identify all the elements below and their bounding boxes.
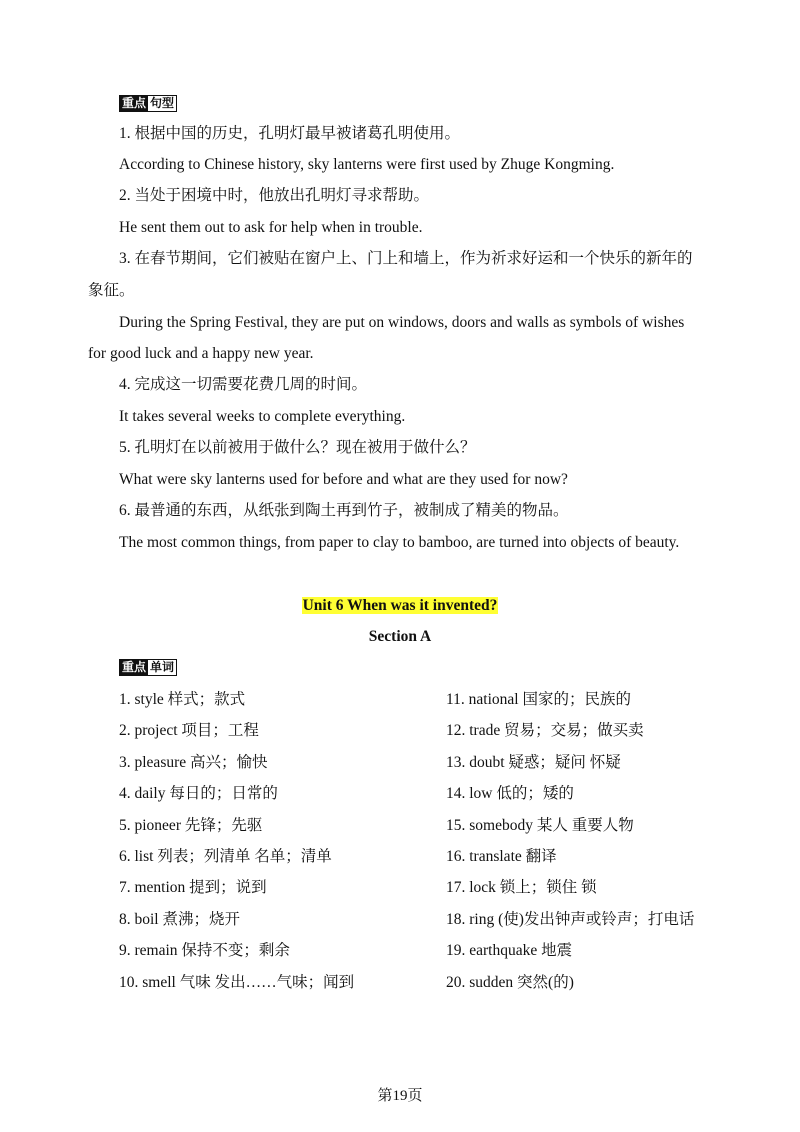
tag-dark-label: 重点 [122, 96, 147, 110]
vocab-item-1: 1. style 样式；款式 [119, 691, 246, 708]
vocab-item-3: 3. pleasure 高兴；愉快 [119, 754, 268, 771]
vocab-item-17: 17. lock 锁上；锁住 锁 [446, 879, 597, 896]
tag-light-label: 单词 [150, 660, 175, 674]
vocab-item-13: 13. doubt 疑惑；疑问 怀疑 [446, 754, 621, 771]
vocab-item-14: 14. low 低的；矮的 [446, 785, 574, 802]
vocab-item-18: 18. ring (使)发出钟声或铃声；打电话 [446, 911, 695, 928]
sentence-1-cn: 1. 根据中国的历史，孔明灯最早被诸葛孔明使用。 [119, 125, 461, 142]
vocab-item-9: 9. remain 保持不变；剩余 [119, 942, 290, 959]
sentence-3-cn: 3. 在春节期间，它们被贴在窗户上、门上和墙上，作为祈求好运和一个快乐的新年的 [119, 250, 693, 267]
vocab-item-15: 15. somebody 某人 重要人物 [446, 817, 634, 834]
vocab-item-16: 16. translate 翻译 [446, 848, 557, 865]
sentence-2-en: He sent them out to ask for help when in trouble. [119, 219, 423, 236]
sentence-6-en: The most common things, from paper to clay to bamboo, are turned into objects of beauty. [119, 534, 680, 551]
sentence-3-cn-cont: 象征。 [88, 282, 135, 299]
sentence-5-cn: 5. 孔明灯在以前被用于做什么？现在被用于做什么？ [119, 439, 476, 456]
vocab-item-2: 2. project 项目；工程 [119, 722, 259, 739]
vocab-item-10: 10. smell 气味 发出……气味；闻到 [119, 974, 355, 991]
section-title: Section A [368, 628, 432, 645]
vocab-item-4: 4. daily 每日的；日常的 [119, 785, 278, 802]
unit-heading [0, 596, 800, 616]
vocab-item-7: 7. mention 提到；说到 [119, 879, 267, 896]
sentence-5-en: What were sky lanterns used for before and what are they used for now? [119, 471, 568, 488]
sentence-3-en: During the Spring Festival, they are put on windows, doors and walls as symbols of wishes [119, 314, 685, 331]
unit-title: Unit 6 When was it invented? [302, 597, 498, 614]
vocab-item-19: 19. earthquake 地震 [446, 942, 573, 959]
sentence-1-en: According to Chinese history, sky lanterns were first used by Zhuge Kongming. [119, 156, 615, 173]
vocab-item-20: 20. sudden 突然(的) [446, 974, 574, 991]
key-sentences-tag [119, 95, 177, 112]
page-number: 第19页 [377, 1088, 423, 1104]
sentence-6-cn: 6. 最普通的东西，从纸张到陶土再到竹子，被制成了精美的物品。 [119, 502, 569, 519]
vocab-item-12: 12. trade 贸易；交易；做买卖 [446, 722, 644, 739]
vocab-item-5: 5. pioneer 先锋；先驱 [119, 817, 263, 834]
key-words-tag [119, 659, 177, 676]
sentence-4-en: It takes several weeks to complete everything. [119, 408, 406, 425]
tag-dark-label: 重点 [122, 660, 147, 674]
sentence-4-cn: 4. 完成这一切需要花费几周的时间。 [119, 376, 368, 393]
vocab-item-6: 6. list 列表；列清单 名单；清单 [119, 848, 332, 865]
sentence-2-cn: 2. 当处于困境中时，他放出孔明灯寻求帮助。 [119, 187, 430, 204]
sentence-3-en-cont: for good luck and a happy new year. [88, 345, 314, 362]
vocab-item-8: 8. boil 煮沸；烧开 [119, 911, 240, 928]
tag-light-label: 句型 [150, 96, 175, 110]
vocab-item-11: 11. national 国家的；民族的 [446, 691, 631, 708]
